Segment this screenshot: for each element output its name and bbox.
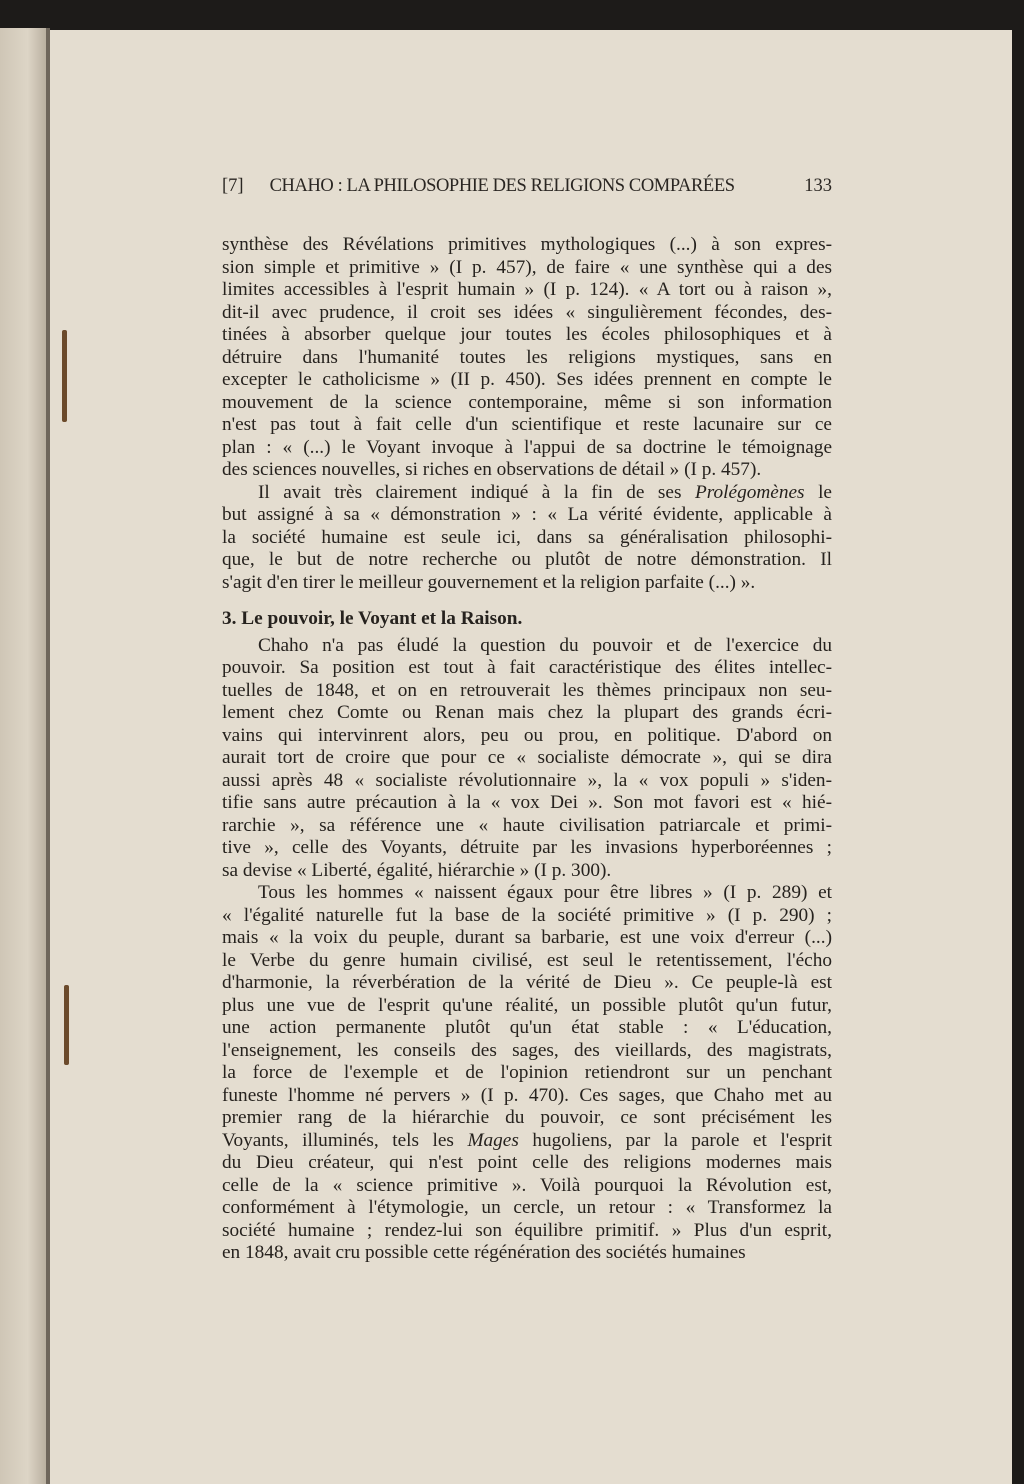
running-title: CHAHO : LA PHILOSOPHIE DES RELIGIONS COMPARÉES [269,176,735,196]
text-line: la société humaine est seule ici, dans sa généralisation philosophi- [222,526,832,548]
text-line: synthèse des Révélations primitives mythologiques (...) à son expres- [222,234,832,255]
text-line: la force de l'exemple et de l'opinion retiendront sur un penchant [222,1062,832,1083]
text-line: sion simple et primitive » (I p. 457), de faire « une synthèse qui a des [222,256,832,278]
binding-staple-top [62,330,67,422]
text-line: en 1848, avait cru possible cette régénération des sociétés humaines [222,1242,746,1263]
text-line: « l'égalité naturelle fut la base de la société primitive » (I p. 290) ; [222,904,832,926]
text-line: détruire dans l'humanité toutes les religions mystiques, sans en [222,346,832,368]
text-line: celle de la « science primitive ». Voilà pourquoi la Révolution est, [222,1174,832,1196]
heading-text: 3. Le pouvoir, le Voyant et la Raison. [222,608,523,629]
text-line: sa devise « Liberté, égalité, hiérarchie » (I p. 300). [222,859,612,881]
text-line: aurait tort de croire que pour ce « socialiste démocrate », qui se dira [222,747,832,768]
text-line: funeste l'homme né pervers » (I p. 470). Ces sages, que Chaho met au [222,1084,832,1106]
text-line: tifie sans autre précaution à la « vox Dei ». Son mot favori est « hié- [222,792,832,813]
text-line: société humaine ; rendez-lui son équilibre primitif. » Plus d'un esprit, [222,1219,832,1241]
text-line: Chaho n'a pas éludé la question du pouvoir et de l'exercice du [258,634,832,656]
paragraph [222,482,832,595]
text-line: excepter le catholicisme » (II p. 450). Ses idées prennent en compte le [222,369,832,390]
binding-staple-bottom [64,985,69,1065]
text-line: s'agit d'en tirer le meilleur gouvernement et la religion parfaite (...) ». [222,571,756,593]
running-header [222,176,832,200]
text-line: Il avait très clairement indiqué à la fin de ses Prolégomènes le [258,481,832,503]
text-line: mais « la voix du peuple, durant sa barbarie, est une voix d'erreur (...) [222,927,832,948]
text-line: pouvoir. Sa position est tout à fait caractéristique des élites intellec- [222,657,832,678]
paragraph [222,635,832,883]
text-line: vains qui intervinrent alors, peu ou prou, en politique. D'abord on [222,724,832,746]
text-line: limites accessibles à l'esprit humain » (I p. 124). « A tort ou à raison », [222,279,832,300]
text-line: Tous les hommes « naissent égaux pour être libres » (I p. 289) et [258,882,832,903]
text-line: n'est pas tout à fait celle d'un scientifique et reste lacunaire sur ce [222,414,832,435]
text-line: du Dieu créateur, qui n'est point celle des religions modernes mais [222,1152,832,1173]
text-line: plus une vue de l'esprit qu'une réalité, un possible plutôt qu'un futur, [222,994,832,1016]
text-line: lement chez Comte ou Renan mais chez la plupart des grands écri- [222,702,832,723]
section-ref: [7] [222,176,244,196]
text-line: que, le but de notre recherche ou plutôt de notre démonstration. Il [222,549,832,570]
text-line: d'harmonie, la réverbération de la vérité de Dieu ». Ce peuple-là est [222,972,832,993]
text-line: mouvement de la science contemporaine, même si son information [222,391,832,413]
text-line: plan : « (...) le Voyant invoque à l'appui de sa doctrine le témoignage [222,436,832,458]
text-line: conformément à l'étymologie, un cercle, un retour : « Transformez la [222,1197,832,1218]
paragraph [222,882,832,1265]
text-line: tive », celle des Voyants, détruite par les invasions hyperboréennes ; [222,837,832,858]
text-line: dit-il avec prudence, il croit ses idées « singulièrement fécondes, des- [222,301,832,323]
text-line: des sciences nouvelles, si riches en observations de détail » (I p. 457). [222,459,762,480]
text-line: premier rang de la hiérarchie du pouvoir, ce sont précisément les [222,1107,832,1128]
text-line: le Verbe du genre humain civilisé, est seul le retentissement, l'écho [222,949,832,971]
section-heading [222,608,832,631]
text-line: tuelles de 1848, et on en retrouverait les thèmes principaux non seu- [222,679,832,701]
text-line: une action permanente plutôt qu'un état stable : « L'éducation, [222,1017,832,1038]
text-line: but assigné à sa « démonstration » : « La vérité évidente, applicable à [222,504,832,525]
page-number: 133 [804,176,832,196]
facing-page-edge [0,28,46,1484]
text-line: rarchie », sa référence une « haute civilisation patriarcale et primi- [222,814,832,836]
text-line: Voyants, illuminés, tels les Mages hugoliens, par la parole et l'esprit [222,1129,832,1151]
text-line: aussi après 48 « socialiste révolutionnaire », la « vox populi » s'iden- [222,769,832,791]
text-line: l'enseignement, les conseils des sages, des vieillards, des magistrats, [222,1039,832,1061]
body-text [222,234,832,1265]
text-line: tinées à absorber quelque jour toutes les écoles philosophiques et à [222,324,832,345]
paragraph [222,234,832,482]
